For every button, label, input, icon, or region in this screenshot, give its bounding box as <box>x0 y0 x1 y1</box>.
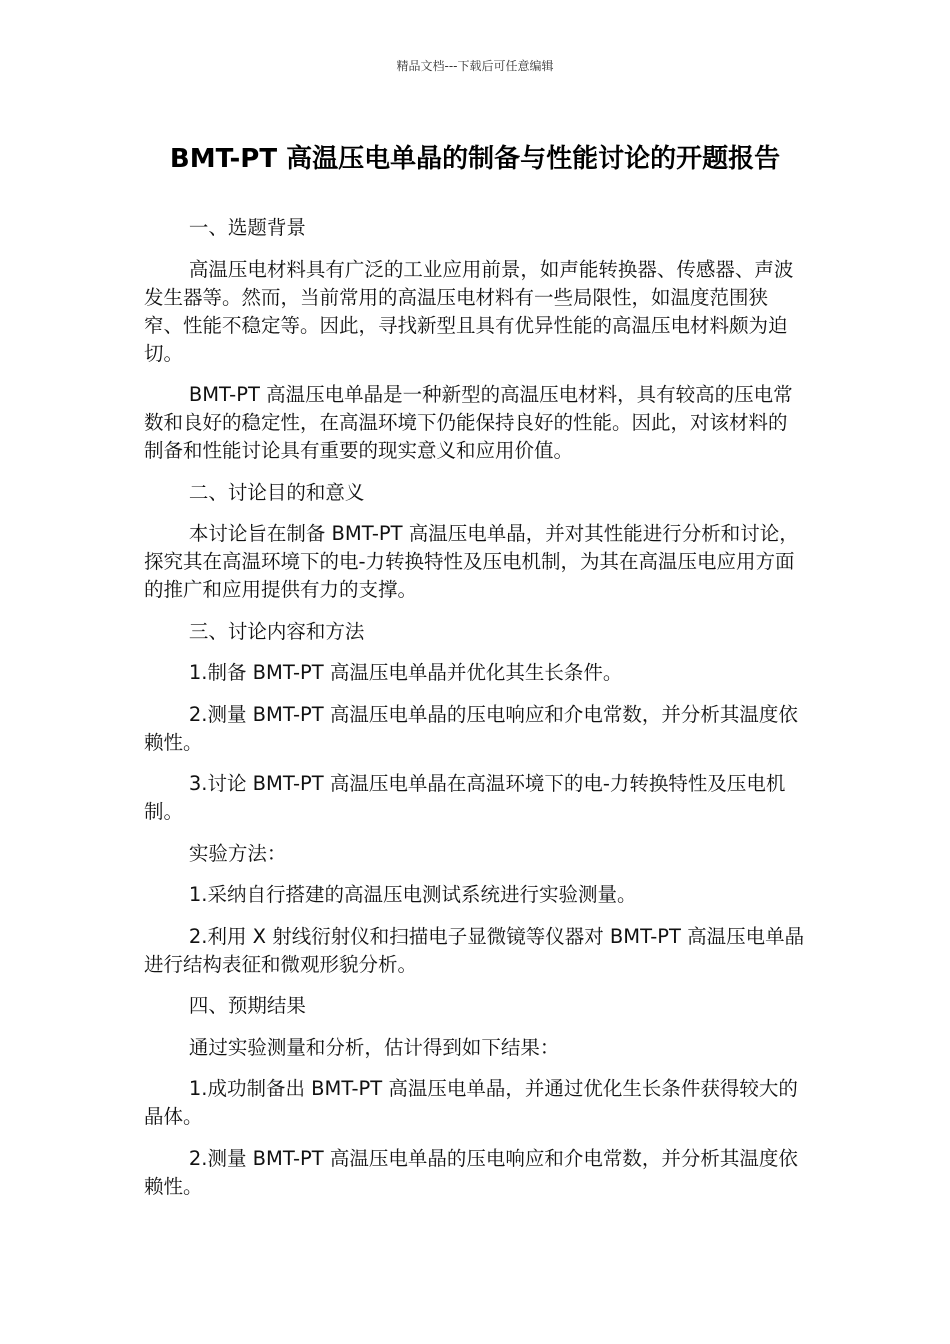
subheading-experiment-methods: 实验方法： <box>188 841 287 865</box>
list-item: 2.测量 BMT-PT 高温压电单晶的压电响应和介电常数，并分析其温度依赖性。 <box>144 1146 798 1198</box>
document-title: BMT-PT 高温压电单晶的制备与性能讨论的开题报告 <box>169 144 781 174</box>
list-item: 1.采纳自行搭建的高温压电测试系统进行实验测量。 <box>188 883 637 906</box>
list-item: 1.制备 BMT-PT 高温压电单晶并优化其生长条件。 <box>188 661 623 684</box>
list-item: 3.讨论 BMT-PT 高温压电单晶在高温环境下的电-力转换特性及压电机制。 <box>144 772 786 823</box>
paragraph: BMT-PT 高温压电单晶是一种新型的高温压电材料，具有较高的压电常数和良好的稳定性，在高温环境下仍能保持良好的性能。因此，对该材料的制备和性能讨论具有重要的现实意义和应用价值。 <box>144 383 793 462</box>
header-note: 精品文档---下载后可任意编辑 <box>396 59 554 73</box>
paragraph: 通过实验测量和分析，估计得到如下结果： <box>188 1035 560 1059</box>
paragraph: 本讨论旨在制备 BMT-PT 高温压电单晶，并对其性能进行分析和讨论，探究其在高温环境下的电-力转换特性及压电机制，为其在高温压电应用方面的推广和应用提供有力的支撑。 <box>144 522 799 601</box>
list-item: 1.成功制备出 BMT-PT 高温压电单晶，并通过优化生长条件获得较大的晶体。 <box>144 1077 798 1128</box>
document-body <box>144 214 806 1214</box>
section-heading-content-methods: 三、讨论内容和方法 <box>188 619 365 643</box>
list-item: 2.利用 X 射线衍射仪和扫描电子显微镜等仪器对 BMT-PT 高温压电单晶进行结构表征和微观形貌分析。 <box>144 924 805 976</box>
section-heading-purpose: 二、讨论目的和意义 <box>188 480 365 504</box>
list-item: 2.测量 BMT-PT 高温压电单晶的压电响应和介电常数，并分析其温度依赖性。 <box>144 702 798 754</box>
section-heading-background: 一、选题背景 <box>188 216 306 239</box>
section-heading-expected-results: 四、预期结果 <box>188 994 306 1017</box>
paragraph: 高温压电材料具有广泛的工业应用前景，如声能转换器、传感器、声波发生器等。然而，当前常用的高温压电材料有一些局限性，如温度范围狭窄、性能不稳定等。因此，寻找新型且具有优异性能的高温压电材料颇为迫切。 <box>144 257 794 365</box>
